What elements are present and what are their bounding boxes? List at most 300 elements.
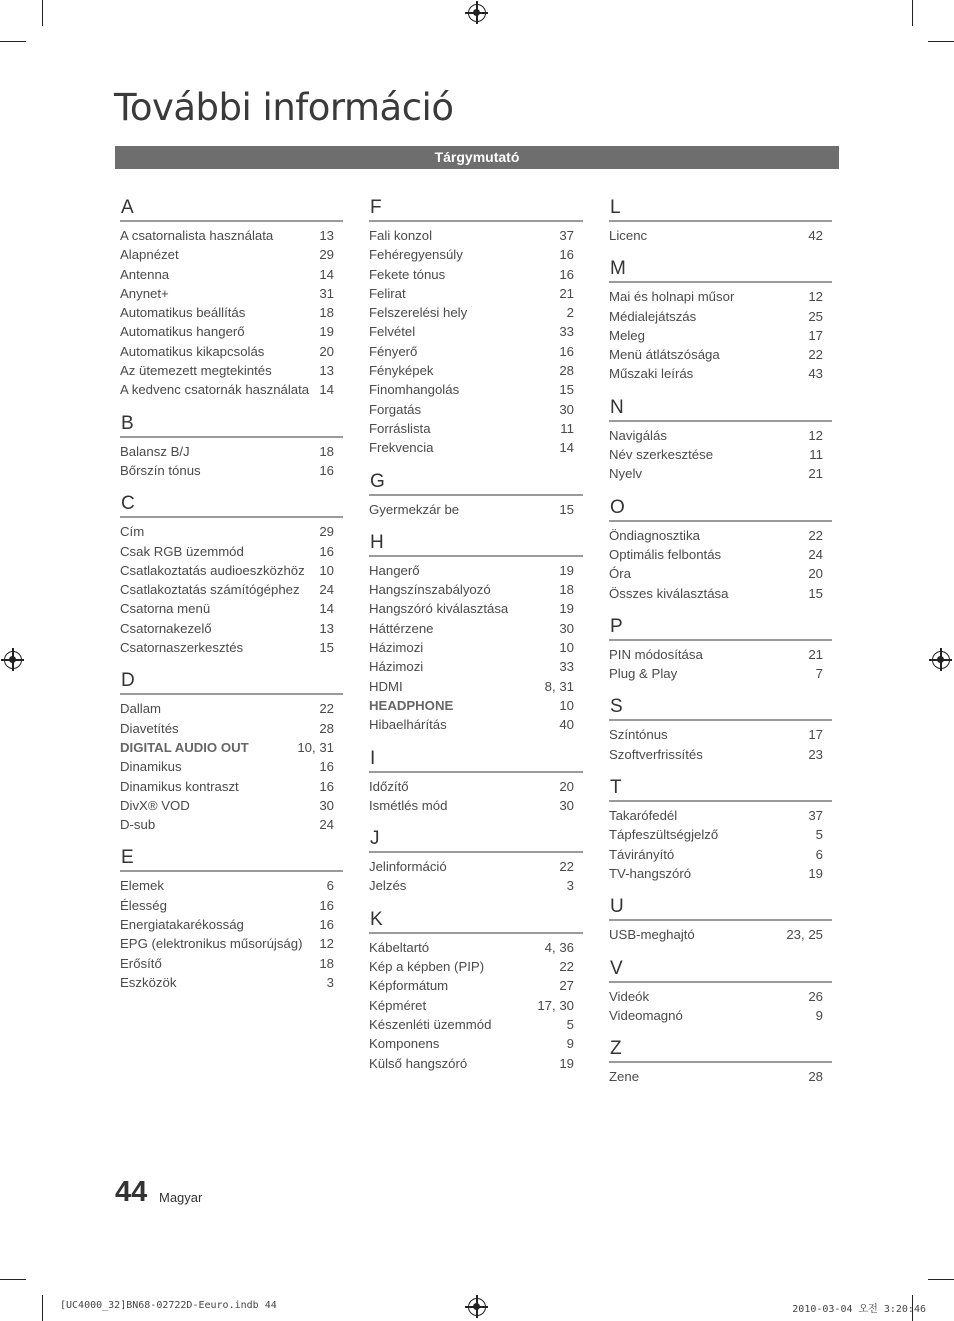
index-page-ref: 27 <box>559 978 574 994</box>
index-entry <box>609 664 832 683</box>
index-term: Felvétel <box>369 324 416 340</box>
index-entry <box>369 777 583 796</box>
index-page-ref: 10 <box>319 562 334 578</box>
index-page-ref: 30 <box>559 797 574 813</box>
index-letter-heading: N <box>609 396 832 422</box>
index-page-ref: 14 <box>319 266 334 282</box>
index-group <box>369 827 583 896</box>
index-term: Automatikus kikapcsolás <box>120 343 265 359</box>
index-group <box>120 196 343 400</box>
index-page-ref: 42 <box>808 228 823 243</box>
index-page-ref: 29 <box>319 247 334 263</box>
index-page-ref: 31 <box>319 285 334 301</box>
index-page-ref: 21 <box>808 646 823 662</box>
index-term: Kábeltartó <box>369 939 430 955</box>
index-term: Navigálás <box>609 427 667 443</box>
index-page-ref: 22 <box>559 959 574 975</box>
index-column-2 <box>369 196 583 1085</box>
index-group <box>369 747 583 816</box>
index-term: Háttérzene <box>369 620 434 636</box>
index-page-ref: 23 <box>808 746 823 762</box>
index-term: Kép a képben (PIP) <box>369 959 485 975</box>
index-letter-heading: D <box>120 669 343 695</box>
index-page-ref: 5 <box>566 1016 574 1032</box>
index-page-ref: 24 <box>319 582 334 598</box>
index-term: Eszközök <box>120 974 177 990</box>
index-letter-heading: A <box>120 196 343 222</box>
index-page-ref: 37 <box>808 808 823 824</box>
index-term: A csatornalista használata <box>120 228 274 243</box>
index-page-ref: 4, 36 <box>544 939 574 955</box>
index-entry <box>369 322 583 341</box>
index-column-3 <box>609 196 832 1098</box>
index-page-ref: 30 <box>319 797 334 813</box>
index-entry <box>369 957 583 976</box>
crop-mark <box>912 0 913 26</box>
index-entry <box>609 307 832 326</box>
index-entry <box>120 896 343 915</box>
index-group <box>369 531 583 735</box>
index-page-ref: 40 <box>559 717 574 733</box>
index-term: Videók <box>609 988 650 1004</box>
index-term: USB-meghajtó <box>609 927 695 943</box>
index-entry <box>609 345 832 364</box>
index-entry <box>609 445 832 464</box>
index-letter-heading: O <box>609 496 832 522</box>
index-page-ref: 11 <box>809 447 823 463</box>
index-entry <box>369 696 583 715</box>
index-page-ref: 16 <box>559 266 574 282</box>
index-page-ref: 19 <box>559 1055 574 1071</box>
index-term: Fényerő <box>369 343 418 359</box>
index-page-ref: 20 <box>808 566 823 582</box>
index-page-ref: 16 <box>319 759 334 775</box>
index-term: Erősítő <box>120 955 162 971</box>
index-page-ref: 16 <box>319 917 334 933</box>
page-title: További információ <box>114 86 454 129</box>
index-entry <box>120 915 343 934</box>
index-page-ref: 13 <box>319 620 334 636</box>
index-term: Elemek <box>120 878 164 894</box>
index-term: Házimozi <box>369 659 424 675</box>
index-term: Jelzés <box>369 878 407 894</box>
index-group <box>120 846 343 992</box>
index-term: HEADPHONE <box>369 697 454 713</box>
index-term: Alapnézet <box>120 247 179 263</box>
index-entry <box>369 500 583 519</box>
index-column-1 <box>120 196 343 1004</box>
index-entry <box>120 265 343 284</box>
index-term: Csatlakoztatás számítógéphez <box>120 582 300 598</box>
index-entry <box>369 638 583 657</box>
index-letter-heading: P <box>609 615 832 641</box>
index-term: Dinamikus <box>120 759 182 775</box>
index-term: Automatikus beállítás <box>120 305 246 321</box>
index-entry <box>369 580 583 599</box>
index-term: Energiatakarékosság <box>120 917 244 933</box>
index-page-ref: 10, 31 <box>297 739 334 755</box>
index-term: Az ütemezett megtekintés <box>120 363 272 379</box>
index-term: Színtónus <box>609 727 668 743</box>
registration-mark-icon <box>4 651 22 669</box>
index-entry <box>369 1054 583 1073</box>
index-term: Hangszínszabályozó <box>369 582 491 598</box>
index-entry <box>120 303 343 322</box>
index-entry <box>369 1034 583 1053</box>
index-page-ref: 28 <box>319 720 334 736</box>
index-entry <box>609 925 832 944</box>
index-term: Dinamikus kontraszt <box>120 778 239 794</box>
index-page-ref: 8, 31 <box>544 678 574 694</box>
index-page-ref: 12 <box>319 936 334 952</box>
index-page-ref: 5 <box>815 827 823 843</box>
index-letter-heading: E <box>120 846 343 872</box>
index-term: Gyermekzár be <box>369 501 460 517</box>
registration-mark-icon <box>468 4 486 22</box>
index-term: Összes kiválasztása <box>609 585 729 601</box>
index-page-ref: 16 <box>319 897 334 913</box>
index-page-ref: 18 <box>559 582 574 598</box>
index-entry <box>120 777 343 796</box>
index-page-ref: 29 <box>319 524 334 540</box>
index-page-ref: 18 <box>319 955 334 971</box>
index-entry <box>120 245 343 264</box>
index-term: Szoftverfrissítés <box>609 746 703 762</box>
index-page-ref: 6 <box>326 878 334 894</box>
index-term: TV-hangszóró <box>609 865 692 881</box>
index-entry <box>609 864 832 883</box>
index-entry <box>369 361 583 380</box>
index-entry <box>120 796 343 815</box>
index-term: Készenléti üzemmód <box>369 1016 492 1032</box>
index-entry <box>120 442 343 461</box>
index-entry <box>609 845 832 864</box>
index-entry <box>120 599 343 618</box>
index-letter-heading: I <box>369 747 583 773</box>
index-entry <box>609 987 832 1006</box>
index-letter-heading: T <box>609 776 832 802</box>
index-entry <box>369 1015 583 1034</box>
crop-mark <box>42 1295 43 1321</box>
index-group <box>120 492 343 657</box>
index-term: Távirányító <box>609 846 675 862</box>
index-letter-heading: J <box>369 827 583 853</box>
index-term: Hangszóró kiválasztása <box>369 601 509 617</box>
index-group <box>609 776 832 883</box>
index-entry <box>369 245 583 264</box>
index-page-ref: 15 <box>319 640 334 656</box>
index-term: Név szerkesztése <box>609 447 714 463</box>
index-page-ref: 14 <box>559 440 574 456</box>
index-page-ref: 14 <box>319 382 334 398</box>
index-term: Videomagnó <box>609 1007 683 1023</box>
index-term: Képméret <box>369 997 427 1013</box>
index-entry <box>369 400 583 419</box>
index-term: Diavetítés <box>120 720 179 736</box>
index-entry <box>369 715 583 734</box>
index-entry <box>120 322 343 341</box>
index-entry <box>120 380 343 399</box>
index-term: Hibaelhárítás <box>369 717 447 733</box>
index-entry <box>609 745 832 764</box>
index-term: Élesség <box>120 897 167 913</box>
index-entry <box>609 426 832 445</box>
registration-mark-icon <box>468 1298 486 1316</box>
index-letter-heading: V <box>609 957 832 983</box>
index-term: Csatlakoztatás audioeszközhöz <box>120 562 305 578</box>
index-page-ref: 15 <box>559 382 574 398</box>
index-entry <box>120 973 343 992</box>
index-page-ref: 16 <box>559 247 574 263</box>
index-entry <box>120 580 343 599</box>
index-entry <box>120 815 343 834</box>
index-page-ref: 7 <box>815 666 823 682</box>
index-term: Dallam <box>120 701 162 717</box>
index-group <box>609 496 832 603</box>
index-term: Fehéregyensúly <box>369 247 463 263</box>
index-page-ref: 37 <box>559 228 574 243</box>
index-entry <box>120 699 343 718</box>
section-header: Tárgymutató <box>115 146 839 169</box>
index-term: Antenna <box>120 266 170 282</box>
index-entry <box>120 954 343 973</box>
index-page-ref: 12 <box>808 427 823 443</box>
index-term: Plug & Play <box>609 666 678 682</box>
index-term: Hangerő <box>369 562 420 578</box>
index-page-ref: 17, 30 <box>537 997 574 1013</box>
index-letter-heading: K <box>369 908 583 934</box>
index-entry <box>120 522 343 541</box>
crop-mark <box>42 0 43 26</box>
index-page-ref: 16 <box>319 543 334 559</box>
index-entry <box>609 564 832 583</box>
index-entry <box>369 303 583 322</box>
index-term: PIN módosítása <box>609 646 703 662</box>
index-page-ref: 16 <box>319 778 334 794</box>
index-page-ref: 11 <box>560 420 574 436</box>
index-entry <box>369 677 583 696</box>
index-entry <box>609 326 832 345</box>
index-entry <box>609 645 832 664</box>
index-group <box>609 196 832 245</box>
index-term: Anynet+ <box>120 285 169 301</box>
index-page-ref: 26 <box>808 988 823 1004</box>
index-term: Külső hangszóró <box>369 1055 468 1071</box>
registration-mark-icon <box>932 651 950 669</box>
crop-mark <box>0 1279 26 1280</box>
index-page-ref: 17 <box>808 327 823 343</box>
index-term: A kedvenc csatornák használata <box>120 382 310 398</box>
index-entry <box>609 464 832 483</box>
index-entry <box>369 796 583 815</box>
index-page-ref: 3 <box>566 878 574 894</box>
index-group <box>609 957 832 1026</box>
index-page-ref: 18 <box>319 443 334 459</box>
index-entry <box>609 1006 832 1025</box>
index-page-ref: 30 <box>559 620 574 636</box>
index-entry <box>609 825 832 844</box>
index-term: Házimozi <box>369 640 424 656</box>
index-term: Menü átlátszósága <box>609 347 720 363</box>
index-entry <box>120 561 343 580</box>
index-page-ref: 24 <box>808 546 823 562</box>
index-term: HDMI <box>369 678 403 694</box>
index-page-ref: 43 <box>808 366 823 382</box>
index-term: Felirat <box>369 285 406 301</box>
index-term: Cím <box>120 524 145 540</box>
index-group <box>120 412 343 481</box>
index-page-ref: 22 <box>808 347 823 363</box>
index-term: Csatornaszerkesztés <box>120 640 244 656</box>
index-entry <box>120 757 343 776</box>
index-page-ref: 15 <box>559 501 574 517</box>
index-entry <box>369 599 583 618</box>
index-term: Ismétlés mód <box>369 797 448 813</box>
index-entry <box>369 561 583 580</box>
index-page-ref: 21 <box>559 285 574 301</box>
index-page-ref: 22 <box>808 527 823 543</box>
index-term: Tápfeszültségjelző <box>609 827 719 843</box>
index-entry <box>120 934 343 953</box>
index-page-ref: 20 <box>559 778 574 794</box>
index-entry <box>369 976 583 995</box>
index-page-ref: 13 <box>319 228 334 243</box>
index-term: Médialejátszás <box>609 308 697 324</box>
index-group <box>609 1037 832 1086</box>
index-page-ref: 10 <box>559 640 574 656</box>
index-term: Zene <box>609 1069 640 1085</box>
index-entry <box>369 284 583 303</box>
index-term: Jelinformáció <box>369 859 447 875</box>
index-letter-heading: F <box>369 196 583 222</box>
index-page-ref: 21 <box>808 466 823 482</box>
index-page-ref: 28 <box>808 1069 823 1085</box>
index-group <box>609 695 832 764</box>
index-term: D-sub <box>120 817 156 833</box>
index-term: Meleg <box>609 327 645 343</box>
index-term: Műszaki leírás <box>609 366 694 382</box>
index-entry <box>609 584 832 603</box>
index-page-ref: 28 <box>559 363 574 379</box>
index-letter-heading: S <box>609 695 832 721</box>
index-page-ref: 20 <box>319 343 334 359</box>
index-letter-heading: B <box>120 412 343 438</box>
index-page-ref: 10 <box>559 697 574 713</box>
index-group <box>609 615 832 684</box>
index-term: DivX® VOD <box>120 797 190 813</box>
index-entry <box>120 638 343 657</box>
index-term: Komponens <box>369 1036 440 1052</box>
index-term: Képformátum <box>369 978 449 994</box>
index-page-ref: 3 <box>326 974 334 990</box>
index-page-ref: 25 <box>808 308 823 324</box>
index-entry <box>369 380 583 399</box>
index-page-ref: 30 <box>559 401 574 417</box>
index-term: Automatikus hangerő <box>120 324 245 340</box>
footer-file-info: [UC4000_32]BN68-02722D-Eeuro.indb 44 <box>60 1300 277 1311</box>
index-term: Fényképek <box>369 363 434 379</box>
index-term: Csak RGB üzemmód <box>120 543 244 559</box>
index-entry <box>120 461 343 480</box>
index-entry <box>120 226 343 245</box>
index-term: Fali konzol <box>369 228 433 243</box>
index-page-ref: 19 <box>559 601 574 617</box>
index-page-ref: 19 <box>319 324 334 340</box>
index-entry <box>120 738 343 757</box>
index-page-ref: 22 <box>559 859 574 875</box>
index-entry <box>609 725 832 744</box>
index-entry <box>609 545 832 564</box>
index-page-ref: 12 <box>808 289 823 305</box>
index-term: Időzítő <box>369 778 409 794</box>
index-entry <box>369 342 583 361</box>
index-page-ref: 14 <box>319 601 334 617</box>
index-group <box>369 908 583 1073</box>
index-term: Fekete tónus <box>369 266 446 282</box>
index-letter-heading: C <box>120 492 343 518</box>
crop-mark <box>0 41 26 42</box>
index-entry <box>609 806 832 825</box>
index-entry <box>369 857 583 876</box>
index-term: Forráslista <box>369 420 431 436</box>
index-entry <box>369 876 583 895</box>
index-letter-heading: L <box>609 196 832 222</box>
index-group <box>369 470 583 519</box>
index-page-ref: 19 <box>808 865 823 881</box>
crop-mark <box>928 41 954 42</box>
index-page-ref: 15 <box>808 585 823 601</box>
index-term: Licenc <box>609 228 648 243</box>
index-entry <box>369 657 583 676</box>
index-entry <box>369 226 583 245</box>
index-entry <box>609 526 832 545</box>
index-term: Frekvencia <box>369 440 434 456</box>
index-page-ref: 33 <box>559 659 574 675</box>
index-page-ref: 19 <box>559 562 574 578</box>
index-term: Mai és holnapi műsor <box>609 289 735 305</box>
page-number: 44 <box>115 1176 148 1208</box>
page-language: Magyar <box>159 1190 203 1205</box>
index-term: Takarófedél <box>609 808 678 824</box>
index-page-ref: 24 <box>319 817 334 833</box>
index-letter-heading: G <box>369 470 583 496</box>
index-term: Balansz B/J <box>120 443 190 459</box>
index-page-ref: 23, 25 <box>786 927 823 943</box>
index-letter-heading: U <box>609 895 832 921</box>
index-page-ref: 6 <box>815 846 823 862</box>
index-entry <box>609 287 832 306</box>
index-group <box>609 257 832 383</box>
index-entry <box>120 876 343 895</box>
index-term: Finomhangolás <box>369 382 460 398</box>
index-entry <box>609 364 832 383</box>
index-entry <box>120 619 343 638</box>
index-entry <box>369 265 583 284</box>
index-page-ref: 18 <box>319 305 334 321</box>
index-page-ref: 13 <box>319 363 334 379</box>
index-group <box>120 669 343 834</box>
index-term: Csatornakezelő <box>120 620 212 636</box>
index-page-ref: 9 <box>566 1036 574 1052</box>
index-term: Óra <box>609 566 631 582</box>
index-term: EPG (elektronikus műsorújság) <box>120 936 303 952</box>
index-term: Optimális felbontás <box>609 546 722 562</box>
index-entry <box>120 342 343 361</box>
index-term: Csatorna menü <box>120 601 211 617</box>
index-entry <box>120 284 343 303</box>
index-group <box>369 196 583 458</box>
index-page-ref: 9 <box>815 1007 823 1023</box>
